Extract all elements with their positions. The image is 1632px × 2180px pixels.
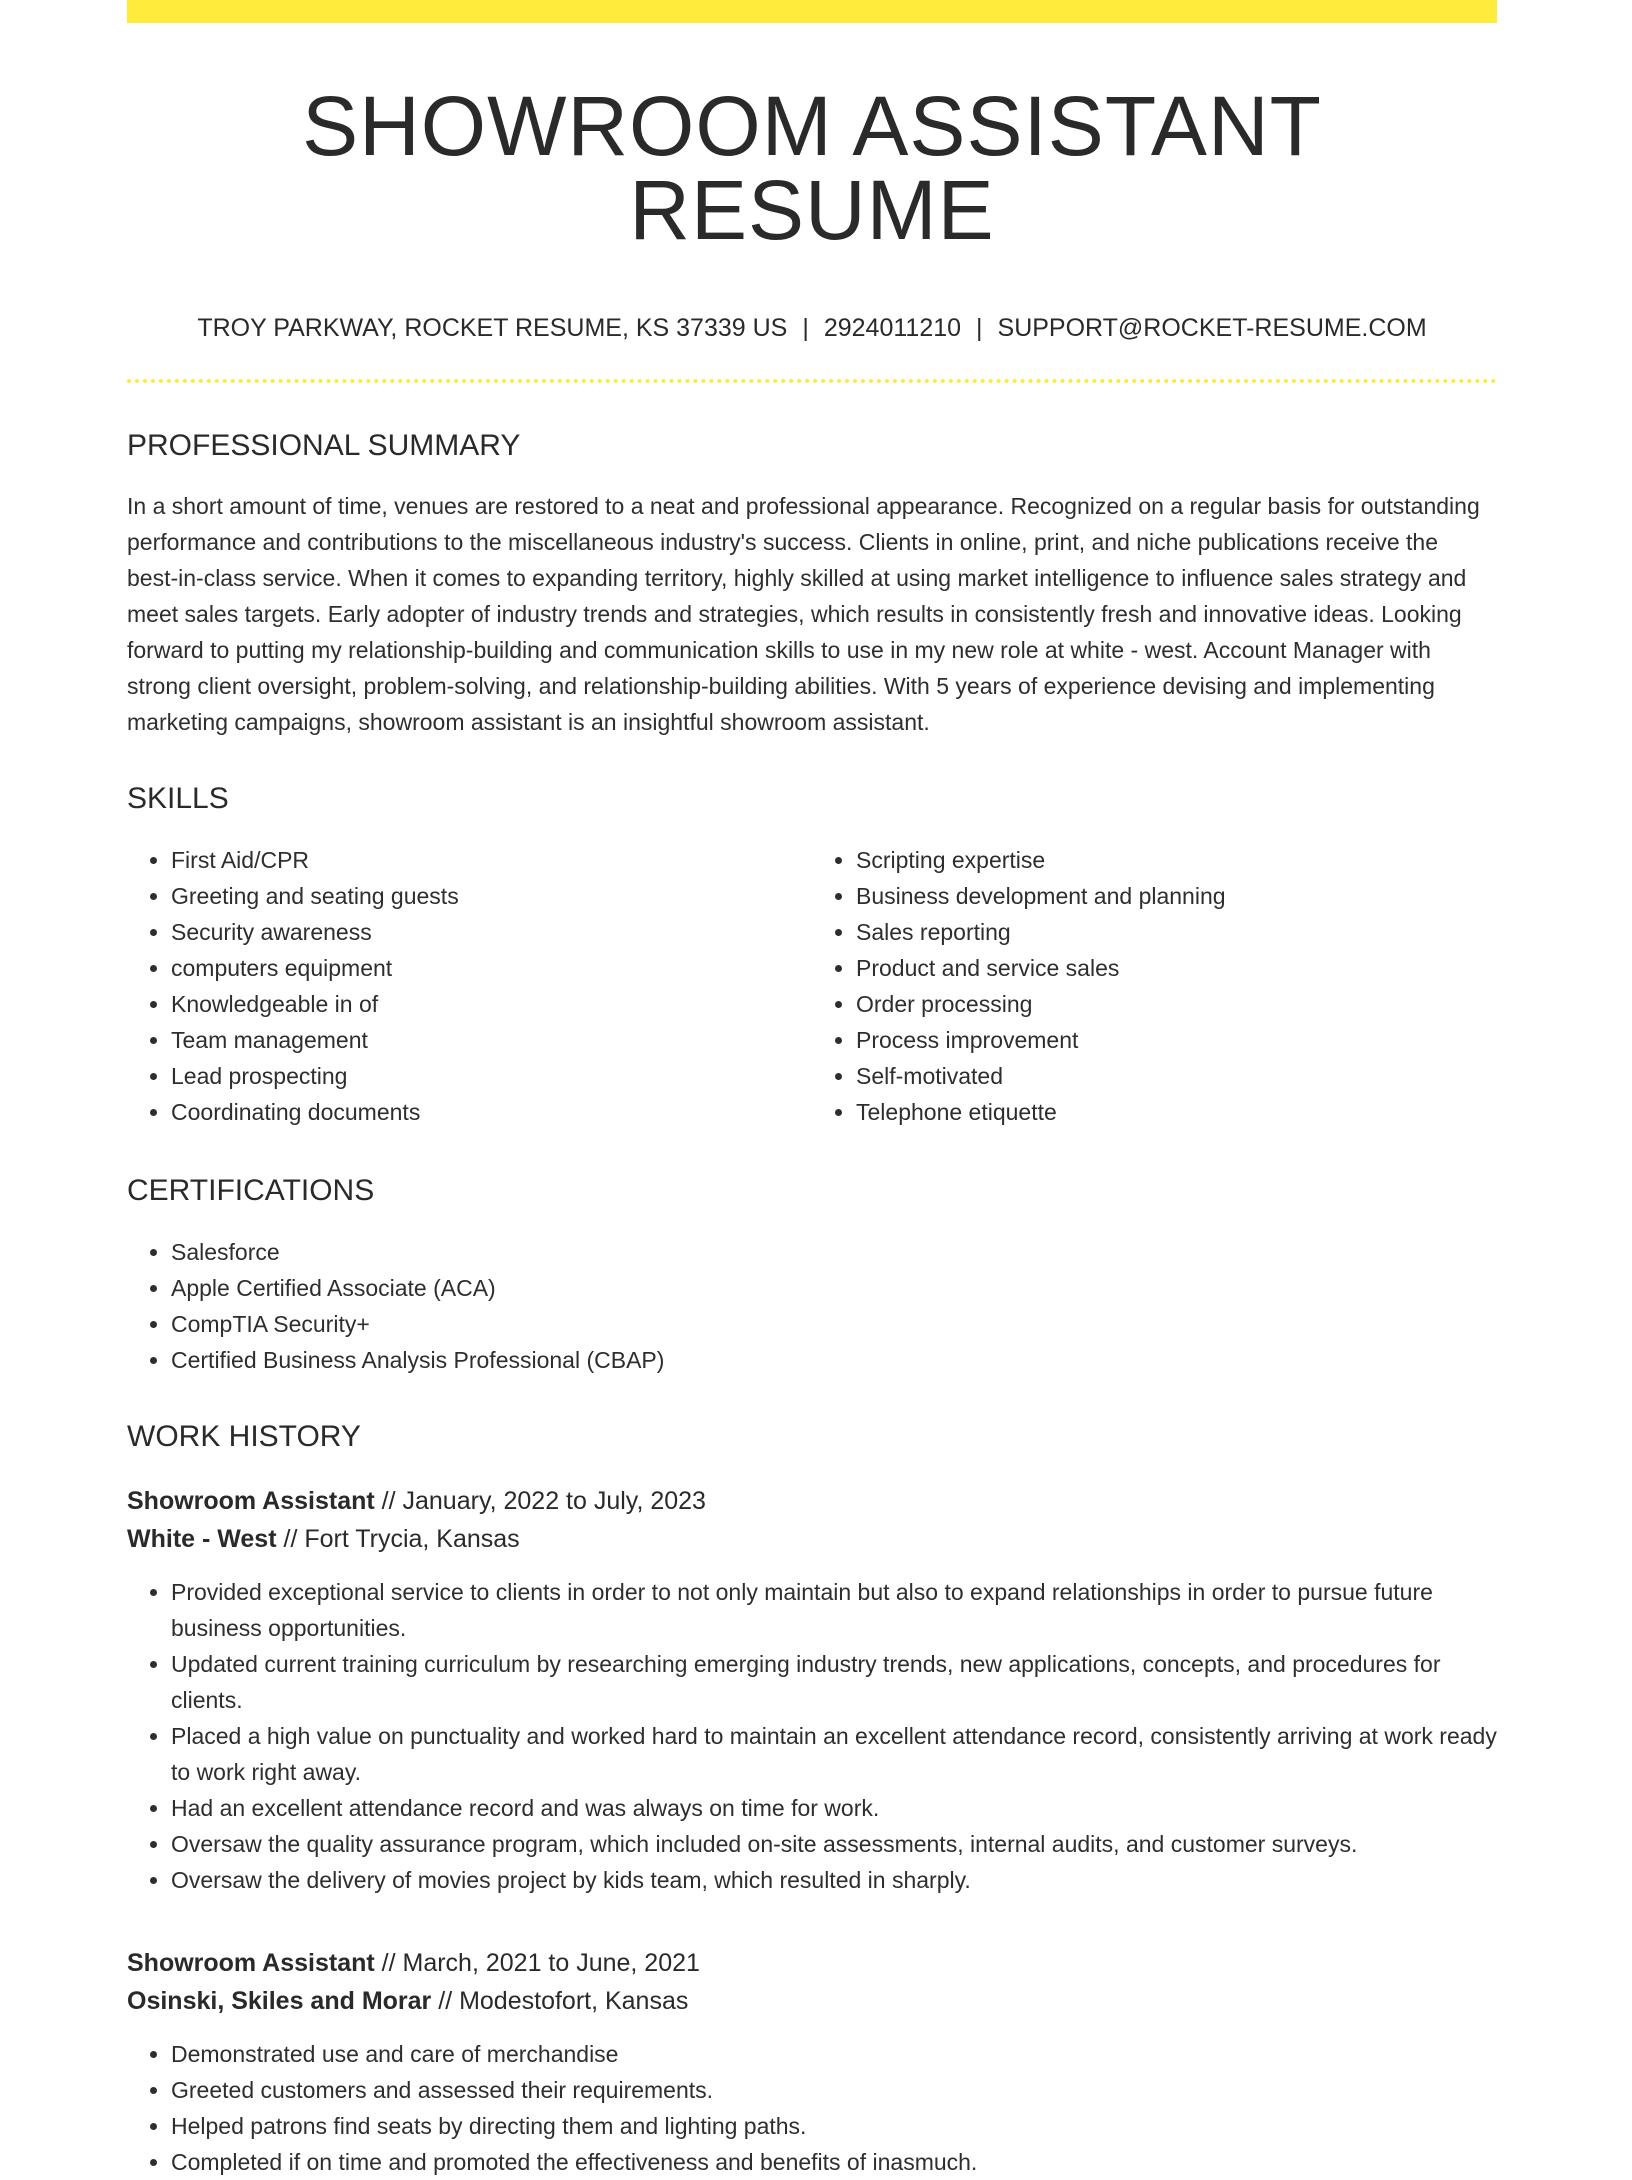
job-company-line xyxy=(127,1982,1497,2020)
job-title-line xyxy=(127,1944,1497,1982)
job-bullet: • Placed a high value on punctuality and worked hard to maintain an excellent attendance record, consistently arriving at work ready to work right away. xyxy=(171,1718,1497,1790)
dotted-divider xyxy=(127,379,1497,383)
certifications-heading: CERTIFICATIONS xyxy=(127,1174,375,1207)
job-entry xyxy=(127,1482,1497,1898)
skill-item: • First Aid/CPR xyxy=(171,842,812,878)
contact-separator: | xyxy=(802,314,809,342)
job-title-line xyxy=(127,1482,1497,1520)
job-bullet: • Demonstrated use and care of merchandise xyxy=(171,2036,1497,2072)
resume-page xyxy=(127,0,1497,2180)
certification-item: • Salesforce xyxy=(171,1234,1497,1270)
summary-heading: PROFESSIONAL SUMMARY xyxy=(127,429,521,462)
contact-email: SUPPORT@ROCKET-RESUME.COM xyxy=(997,314,1427,342)
skill-item: • Product and service sales xyxy=(856,950,1497,986)
contact-address: TROY PARKWAY, ROCKET RESUME, KS 37339 US xyxy=(197,314,788,342)
accent-top-bar xyxy=(127,0,1497,23)
skill-item: • Business development and planning xyxy=(856,878,1497,914)
skill-item: • Self-motivated xyxy=(856,1058,1497,1094)
skills-heading: SKILLS xyxy=(127,782,229,815)
job-location: // Fort Trycia, Kansas xyxy=(276,1525,520,1553)
job-bullet: • Greeted customers and assessed their requirements. xyxy=(171,2072,1497,2108)
skill-item: • Greeting and seating guests xyxy=(171,878,812,914)
skills-right-list xyxy=(812,842,1497,1130)
skill-item: • Telephone etiquette xyxy=(856,1094,1497,1130)
certification-item: • Certified Business Analysis Professional (CBAP) xyxy=(171,1342,1497,1378)
work-history-heading: WORK HISTORY xyxy=(127,1420,361,1453)
job-entry xyxy=(127,1944,1497,2180)
work-history-section xyxy=(127,1422,1497,2180)
certification-item: • Apple Certified Associate (ACA) xyxy=(171,1270,1497,1306)
skill-item: • Sales reporting xyxy=(856,914,1497,950)
job-dates: // March, 2021 to June, 2021 xyxy=(374,1949,700,1977)
job-bullet: • Had an excellent attendance record and was always on time for work. xyxy=(171,1790,1497,1826)
contact-phone: 2924011210 xyxy=(823,314,962,342)
summary-text: In a short amount of time, venues are restored to a neat and professional appearance. Recognized on a regular basis for outstanding performance and contributions to the miscellaneous industry's success. Clients in online, print, and niche publications receive the best-in-class service. When it comes to expanding territory, highly skilled at using market intelligence to influence sales strategy and meet sales targets. Early adopter of industry trends and strategies, which results in consistently fresh and innovative ideas. Looking forward to putting my relationship-building and communication skills to use in my new role at white - west. Account Manager with strong client oversight, problem-solving, and relationship-building abilities. With 5 years of experience devising and implementing marketing campaigns, showroom assistant is an insightful showroom assistant. xyxy=(127,493,1480,735)
job-company-line xyxy=(127,1520,1497,1558)
job-dates: // January, 2022 to July, 2023 xyxy=(374,1487,706,1515)
job-title: Showroom Assistant xyxy=(127,1487,375,1515)
skill-item: • Security awareness xyxy=(171,914,812,950)
job-bullet: • Oversaw the delivery of movies project by kids team, which resulted in sharply. xyxy=(171,1862,1497,1898)
certification-item: • CompTIA Security+ xyxy=(171,1306,1497,1342)
job-bullet: • Oversaw the quality assurance program, which included on-site assessments, internal audits, and customer surveys. xyxy=(171,1826,1497,1862)
skills-left-list xyxy=(127,842,812,1130)
certifications-section xyxy=(127,1176,1497,1378)
job-bullet: • Helped patrons find seats by directing them and lighting paths. xyxy=(171,2108,1497,2144)
job-location: // Modestofort, Kansas xyxy=(431,1987,689,2015)
job-bullet: • Completed if on time and promoted the effectiveness and benefits of inasmuch. xyxy=(171,2144,1497,2180)
page-title: SHOWROOM ASSISTANT RESUME xyxy=(302,79,1322,257)
job-company: White - West xyxy=(127,1525,277,1553)
contact-separator: | xyxy=(976,314,983,342)
skills-section xyxy=(127,784,1497,1130)
skill-item: • Order processing xyxy=(856,986,1497,1022)
skill-item: • computers equipment xyxy=(171,950,812,986)
job-bullets xyxy=(127,2036,1497,2180)
skill-item: • Scripting expertise xyxy=(856,842,1497,878)
job-bullets xyxy=(127,1574,1497,1898)
contact-line xyxy=(127,316,1497,341)
skill-item: • Lead prospecting xyxy=(171,1058,812,1094)
summary-section xyxy=(127,431,1497,740)
skills-columns xyxy=(127,842,1497,1130)
job-title: Showroom Assistant xyxy=(127,1949,375,1977)
skill-item: • Team management xyxy=(171,1022,812,1058)
skill-item: • Knowledgeable in of xyxy=(171,986,812,1022)
job-bullet: • Provided exceptional service to clients in order to not only maintain but also to expand relationships in order to pursue future business opportunities. xyxy=(171,1574,1497,1646)
job-company: Osinski, Skiles and Morar xyxy=(127,1987,432,2015)
skill-item: • Process improvement xyxy=(856,1022,1497,1058)
skill-item: • Coordinating documents xyxy=(171,1094,812,1130)
certifications-list xyxy=(127,1234,1497,1378)
job-bullet: • Updated current training curriculum by researching emerging industry trends, new applications, concepts, and procedures for clients. xyxy=(171,1646,1497,1718)
